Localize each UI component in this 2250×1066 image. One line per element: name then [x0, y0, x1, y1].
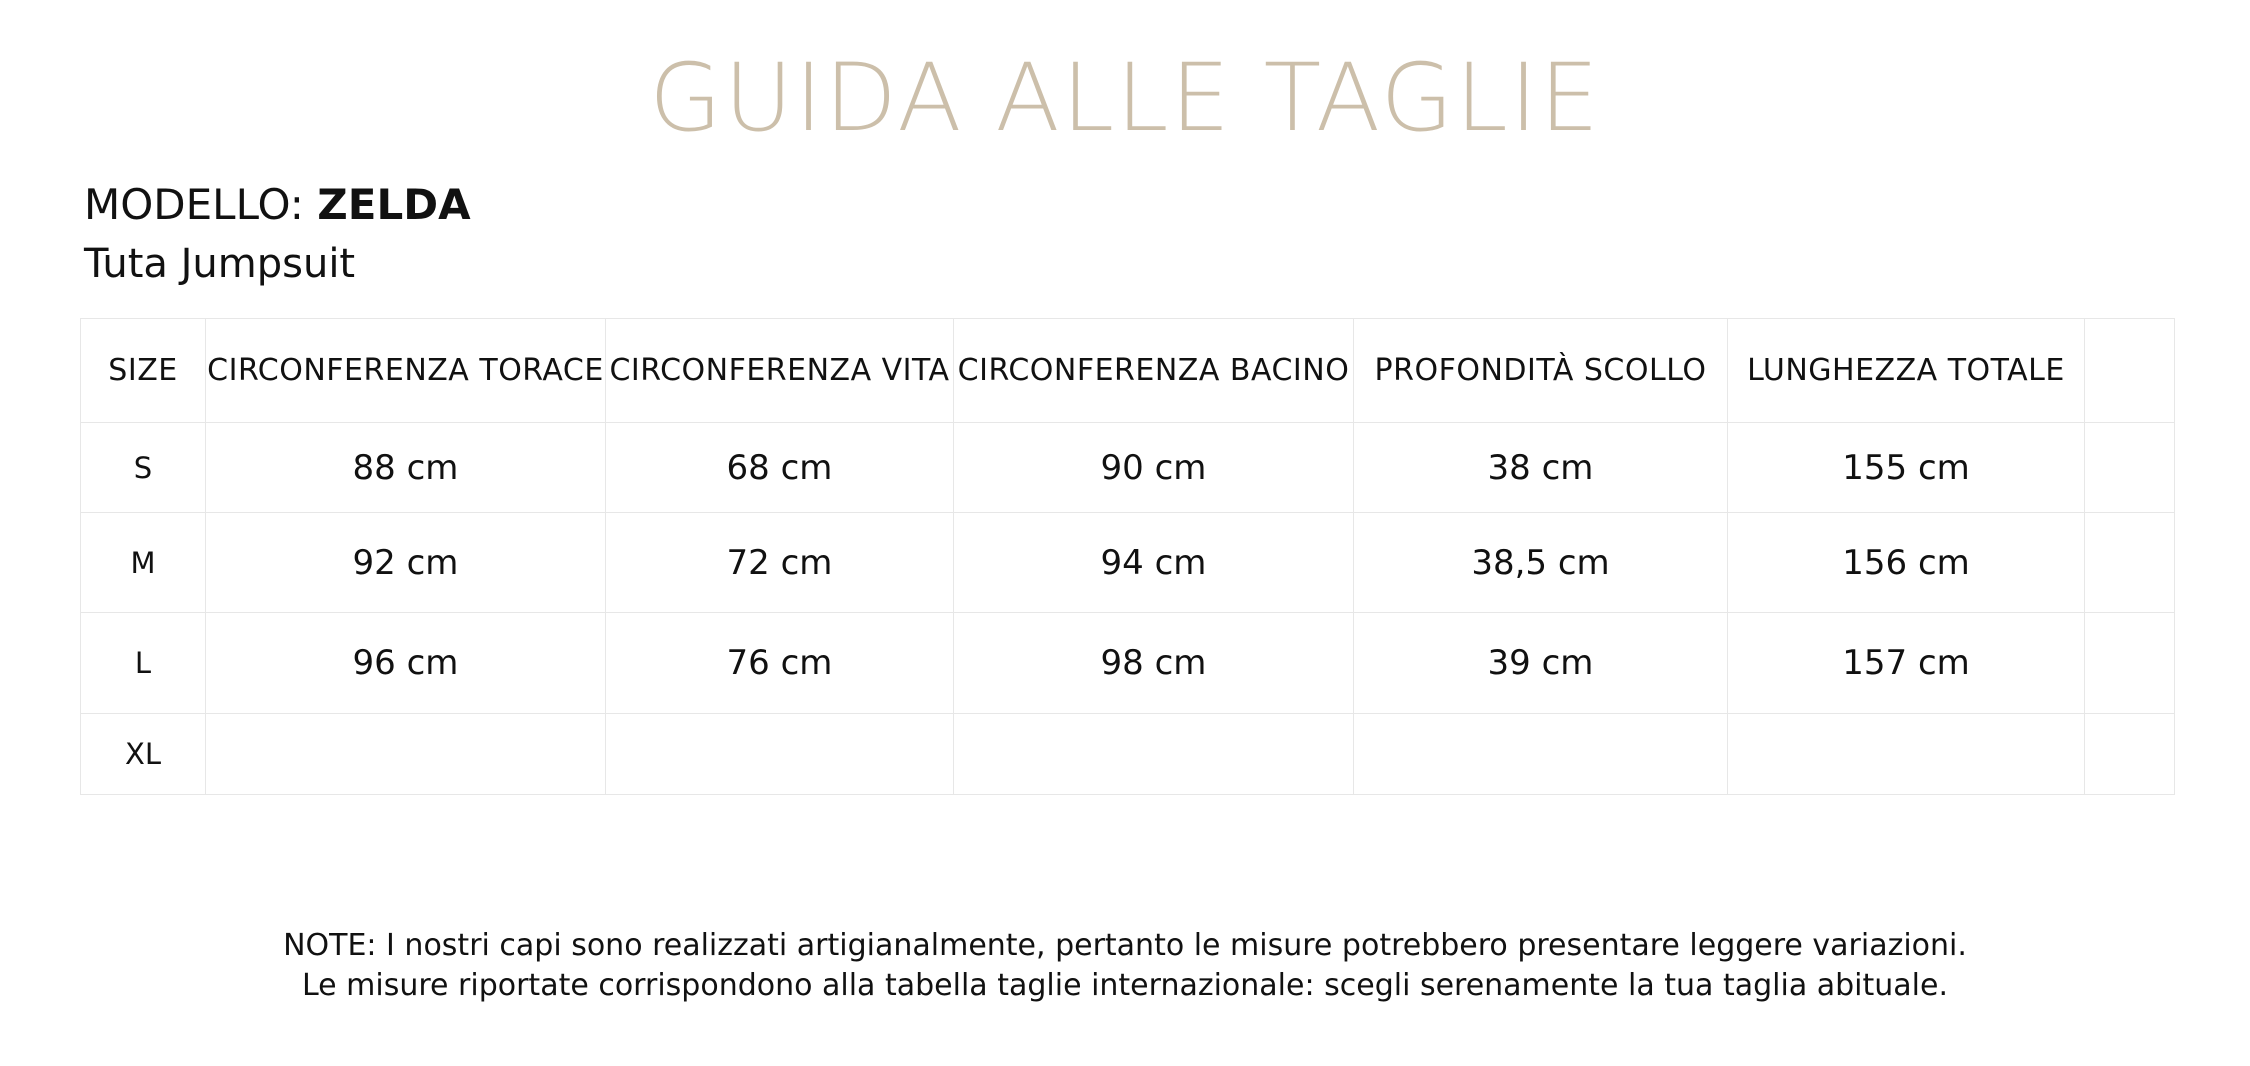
table-cell: 72 cm: [606, 513, 954, 613]
size-cell: XL: [81, 714, 206, 795]
table-cell: 76 cm: [606, 613, 954, 714]
table-cell: [606, 714, 954, 795]
model-line: [84, 180, 471, 230]
size-table: [80, 318, 2175, 795]
column-header-empty: [2085, 319, 2175, 423]
table-cell: [1728, 714, 2085, 795]
table-row: [81, 714, 2175, 795]
table-cell: 38 cm: [1354, 423, 1728, 513]
page-title: GUIDA ALLE TAGLIE: [649, 44, 1601, 153]
product-type: Tuta Jumpsuit: [84, 241, 356, 287]
column-header-waist: CIRCONFERENZA VITA: [606, 319, 954, 423]
table-cell: [2085, 613, 2175, 714]
table-cell: 38,5 cm: [1354, 513, 1728, 613]
model-name: ZELDA: [317, 180, 471, 229]
size-cell: S: [81, 423, 206, 513]
table-cell: 88 cm: [206, 423, 606, 513]
table-cell: [954, 714, 1354, 795]
table-cell: 155 cm: [1728, 423, 2085, 513]
column-header-total-length: LUNGHEZZA TOTALE: [1728, 319, 2085, 423]
table-row: [81, 513, 2175, 613]
note-label: NOTE:: [283, 928, 377, 963]
size-cell: L: [81, 613, 206, 714]
table-cell: 94 cm: [954, 513, 1354, 613]
table-cell: 39 cm: [1354, 613, 1728, 714]
table-header-row: [81, 319, 2175, 423]
column-header-chest: CIRCONFERENZA TORACE: [206, 319, 606, 423]
note-text-1: I nostri capi sono realizzati artigianalmente, pertanto le misure potrebbero presentare leggere variazioni.: [376, 928, 1967, 963]
table-cell: [1354, 714, 1728, 795]
model-label: MODELLO:: [84, 180, 318, 229]
table-cell: 90 cm: [954, 423, 1354, 513]
size-cell: M: [81, 513, 206, 613]
table-cell: 68 cm: [606, 423, 954, 513]
table-row: [81, 613, 2175, 714]
table-cell: 98 cm: [954, 613, 1354, 714]
table-cell: [2085, 423, 2175, 513]
table-cell: [206, 714, 606, 795]
table-cell: [2085, 714, 2175, 795]
table-cell: 92 cm: [206, 513, 606, 613]
table-cell: 156 cm: [1728, 513, 2085, 613]
note-line-2: Le misure riportate corrispondono alla tabella taglie internazionale: scegli serenamente la tua taglia abituale.: [301, 968, 1948, 1003]
table-cell: [2085, 513, 2175, 613]
table-row: [81, 423, 2175, 513]
table-cell: 96 cm: [206, 613, 606, 714]
column-header-neckline-depth: PROFONDITÀ SCOLLO: [1354, 319, 1728, 423]
column-header-hips: CIRCONFERENZA BACINO: [954, 319, 1354, 423]
table-cell: 157 cm: [1728, 613, 2085, 714]
note-line-1: [0, 926, 2250, 967]
column-header-size: SIZE: [81, 319, 206, 423]
